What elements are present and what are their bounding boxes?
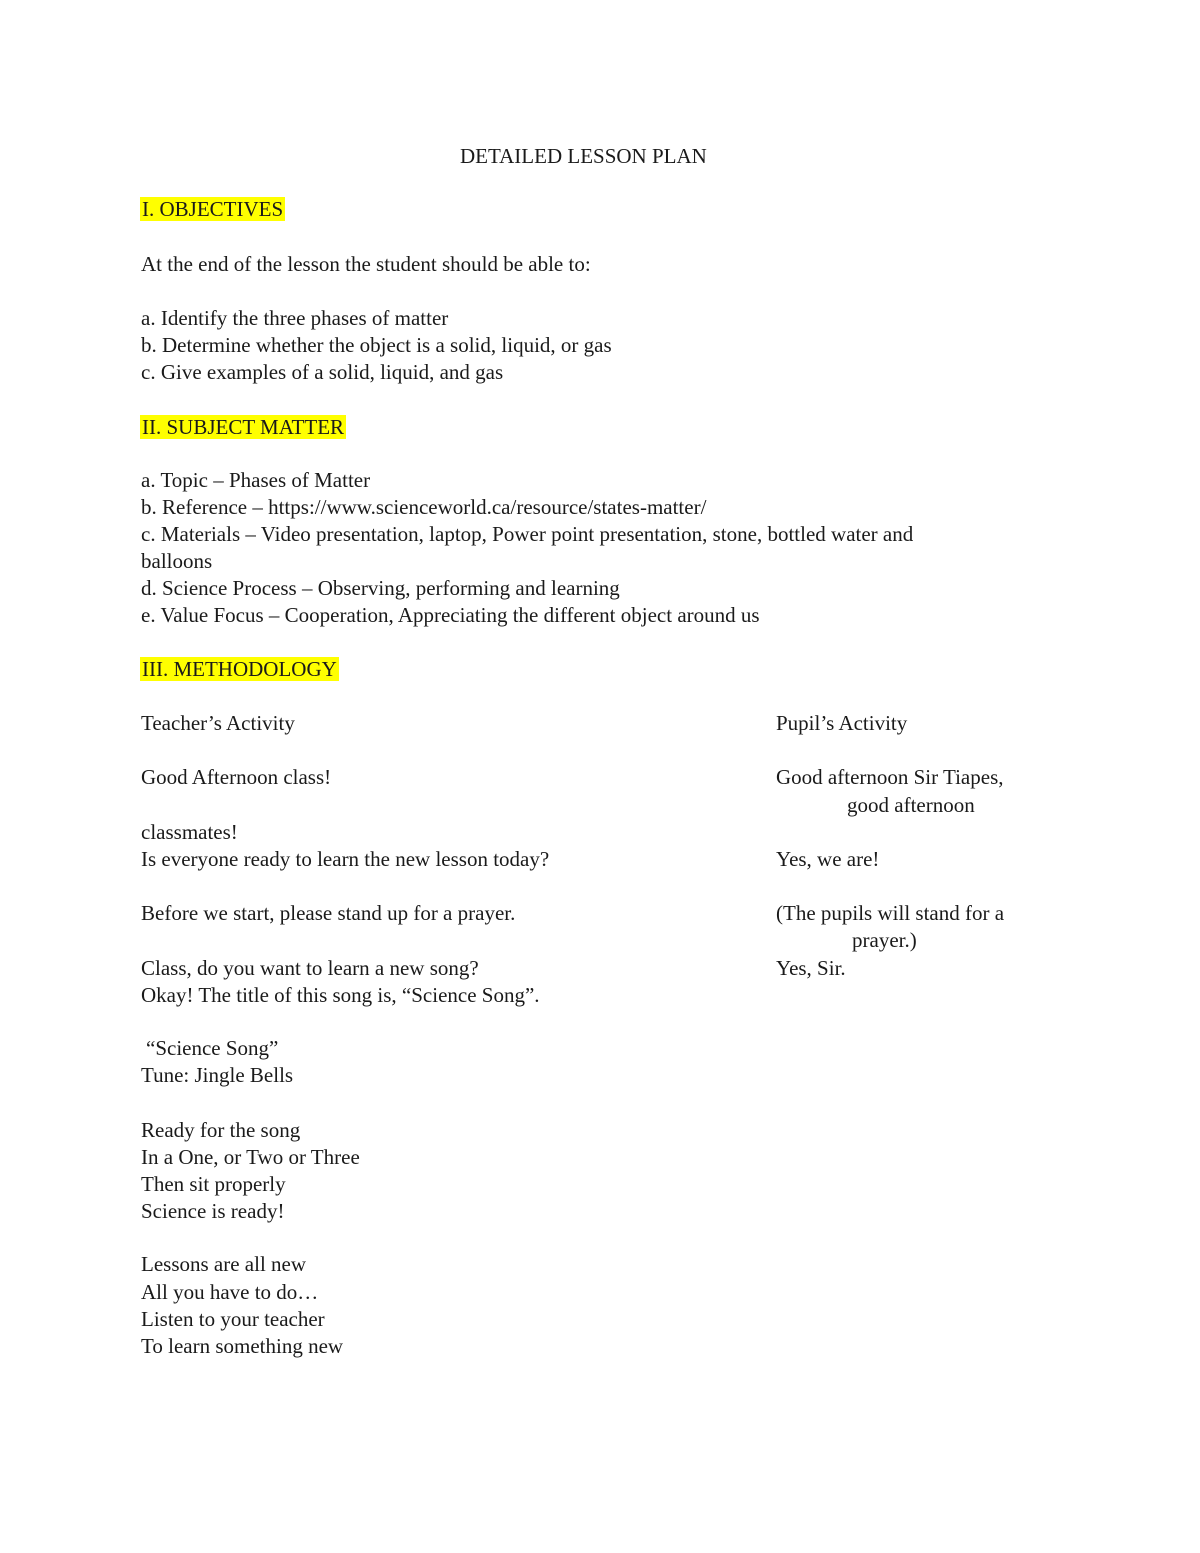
methodology-heading <box>140 656 339 683</box>
song-line: Science is ready! <box>141 1199 285 1223</box>
teacher-song-title-line: Okay! The title of this song is, “Science Song”. <box>141 983 540 1007</box>
song-line: Listen to your teacher <box>141 1307 325 1331</box>
subject-reference: b. Reference – https://www.scienceworld.ca/resource/states-matter/ <box>141 495 707 519</box>
pupil-greeting-cont: good afternoon <box>847 793 975 817</box>
subject-topic: a. Topic – Phases of Matter <box>141 468 371 492</box>
methodology-heading-text: III. METHODOLOGY <box>142 657 337 681</box>
teacher-prayer: Before we start, please stand up for a prayer. <box>141 901 516 925</box>
subject-science-process: d. Science Process – Observing, performing and learning <box>141 576 620 600</box>
pupil-greeting-cont-2: classmates! <box>141 820 238 844</box>
document-title: DETAILED LESSON PLAN <box>460 144 707 168</box>
subject-materials: c. Materials – Video presentation, laptop, Power point presentation, stone, bottled water and <box>141 522 914 546</box>
pupil-activity-header: Pupil’s Activity <box>776 711 908 735</box>
objectives-heading <box>140 196 285 223</box>
song-title: “Science Song” <box>146 1036 279 1060</box>
objectives-heading-text: I. OBJECTIVES <box>142 197 284 221</box>
subject-matter-heading <box>140 414 346 441</box>
teacher-ready-question: Is everyone ready to learn the new lesson today? <box>141 847 550 871</box>
teacher-song-question: Class, do you want to learn a new song? <box>141 956 479 980</box>
subject-value-focus: e. Value Focus – Cooperation, Appreciating the different object around us <box>141 603 760 627</box>
teacher-activity-header: Teacher’s Activity <box>141 711 295 735</box>
song-tune: Tune: Jingle Bells <box>141 1063 294 1087</box>
subject-materials-cont: balloons <box>141 549 213 573</box>
song-line: All you have to do… <box>141 1280 319 1304</box>
objective-item: c. Give examples of a solid, liquid, and gas <box>141 360 504 384</box>
song-line: Lessons are all new <box>141 1252 307 1276</box>
objective-item: b. Determine whether the object is a solid, liquid, or gas <box>141 333 612 357</box>
objective-item: a. Identify the three phases of matter <box>141 306 449 330</box>
teacher-greeting: Good Afternoon class! <box>141 765 332 789</box>
song-line: Then sit properly <box>141 1172 286 1196</box>
pupil-greeting: Good afternoon Sir Tiapes, <box>776 765 1004 789</box>
subject-matter-heading-text: II. SUBJECT MATTER <box>142 415 345 439</box>
pupil-prayer-cont: prayer.) <box>852 928 917 952</box>
pupil-song-answer: Yes, Sir. <box>776 956 846 980</box>
pupil-ready-answer: Yes, we are! <box>776 847 880 871</box>
objectives-intro: At the end of the lesson the student should be able to: <box>141 252 591 276</box>
song-line: In a One, or Two or Three <box>141 1145 360 1169</box>
pupil-prayer: (The pupils will stand for a <box>776 901 1005 925</box>
song-line: Ready for the song <box>141 1118 301 1142</box>
song-line: To learn something new <box>141 1334 344 1358</box>
